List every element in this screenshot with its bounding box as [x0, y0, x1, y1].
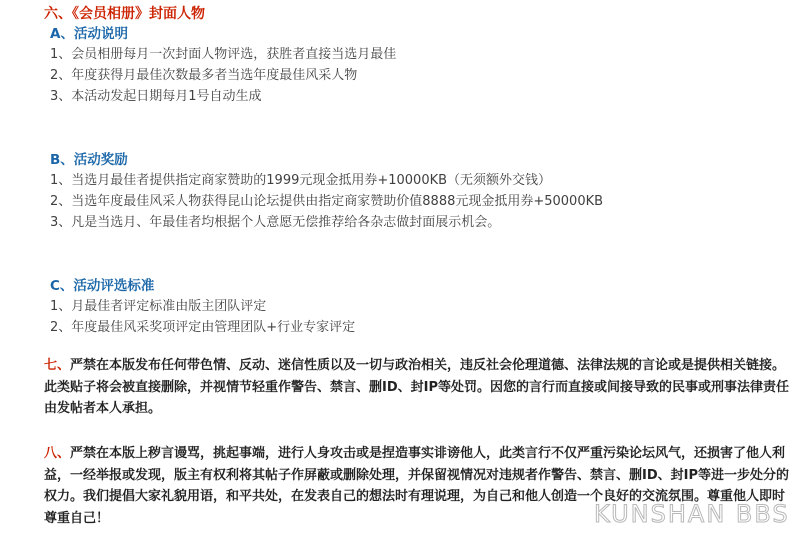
rule-seven-text: 严禁在本版发布任何带色情、反动、迷信性质以及一切与政治相关，违反社会伦理道德、法律法规的言论或是提供相关链接。此类贴子将会被直接删除，并视情节轻重作警告、禁言、删ID、封IP等处罚。因您的言行而直接或间接导致的民事或刑事法律责任由发帖者本人承担。: [44, 358, 789, 416]
section-b-heading: B、活动奖励: [50, 152, 128, 168]
section-b-item: 2、当选年度最佳风采人物获得昆山论坛提供由指定商家赞助价值8888元现金抵用券+50000KB: [50, 194, 604, 209]
section-c-item: 2、年度最佳风采奖项评定由管理团队+行业专家评定: [50, 320, 356, 335]
section-c-item: 1、月最佳者评定标准由版主团队评定: [50, 299, 267, 314]
section-a-item: 3、本活动发起日期每月1号自动生成: [50, 89, 262, 104]
rule-eight-text: 严禁在本版上秽言谩骂，挑起事端，进行人身攻击或是捏造事实诽谤他人，此类言行不仅严重污染论坛风气，还损害了他人利益，一经举报或发现，版主有权利将其帖子作屏蔽或删除处理，并保留视情况对违规者作警告、禁言、删ID、封IP等进一步处分的权力。我们提倡大家礼貌用语，和平共处，在发表自己的想法时有理说理，为自己和他人创造一个良好的交流氛围。尊重他人即时尊重自己！: [44, 446, 789, 526]
section-a-item: 1、会员相册每月一次封面人物评选，获胜者直接当选月最佳: [50, 47, 397, 62]
rule-seven-paragraph: [44, 355, 792, 420]
section-b-item: 3、凡是当选月、年最佳者均根据个人意愿无偿推荐给各杂志做封面展示机会。: [50, 215, 501, 230]
rule-eight-number: 八、: [44, 446, 71, 461]
section-a-item: 2、年度获得月最佳次数最多者当选年度最佳风采人物: [50, 68, 358, 83]
section-c-heading: C、活动评选标准: [50, 278, 155, 294]
rule-seven-number: 七、: [44, 358, 71, 373]
section-b-item: 1、当选月最佳者提供指定商家赞助的1999元现金抵用券+10000KB（无须额外交钱）: [50, 173, 552, 188]
section-title: 六、《会员相册》封面人物: [44, 6, 205, 22]
site-watermark: KUNSHAN BBS: [594, 500, 790, 528]
section-a-heading: A、活动说明: [50, 26, 128, 42]
